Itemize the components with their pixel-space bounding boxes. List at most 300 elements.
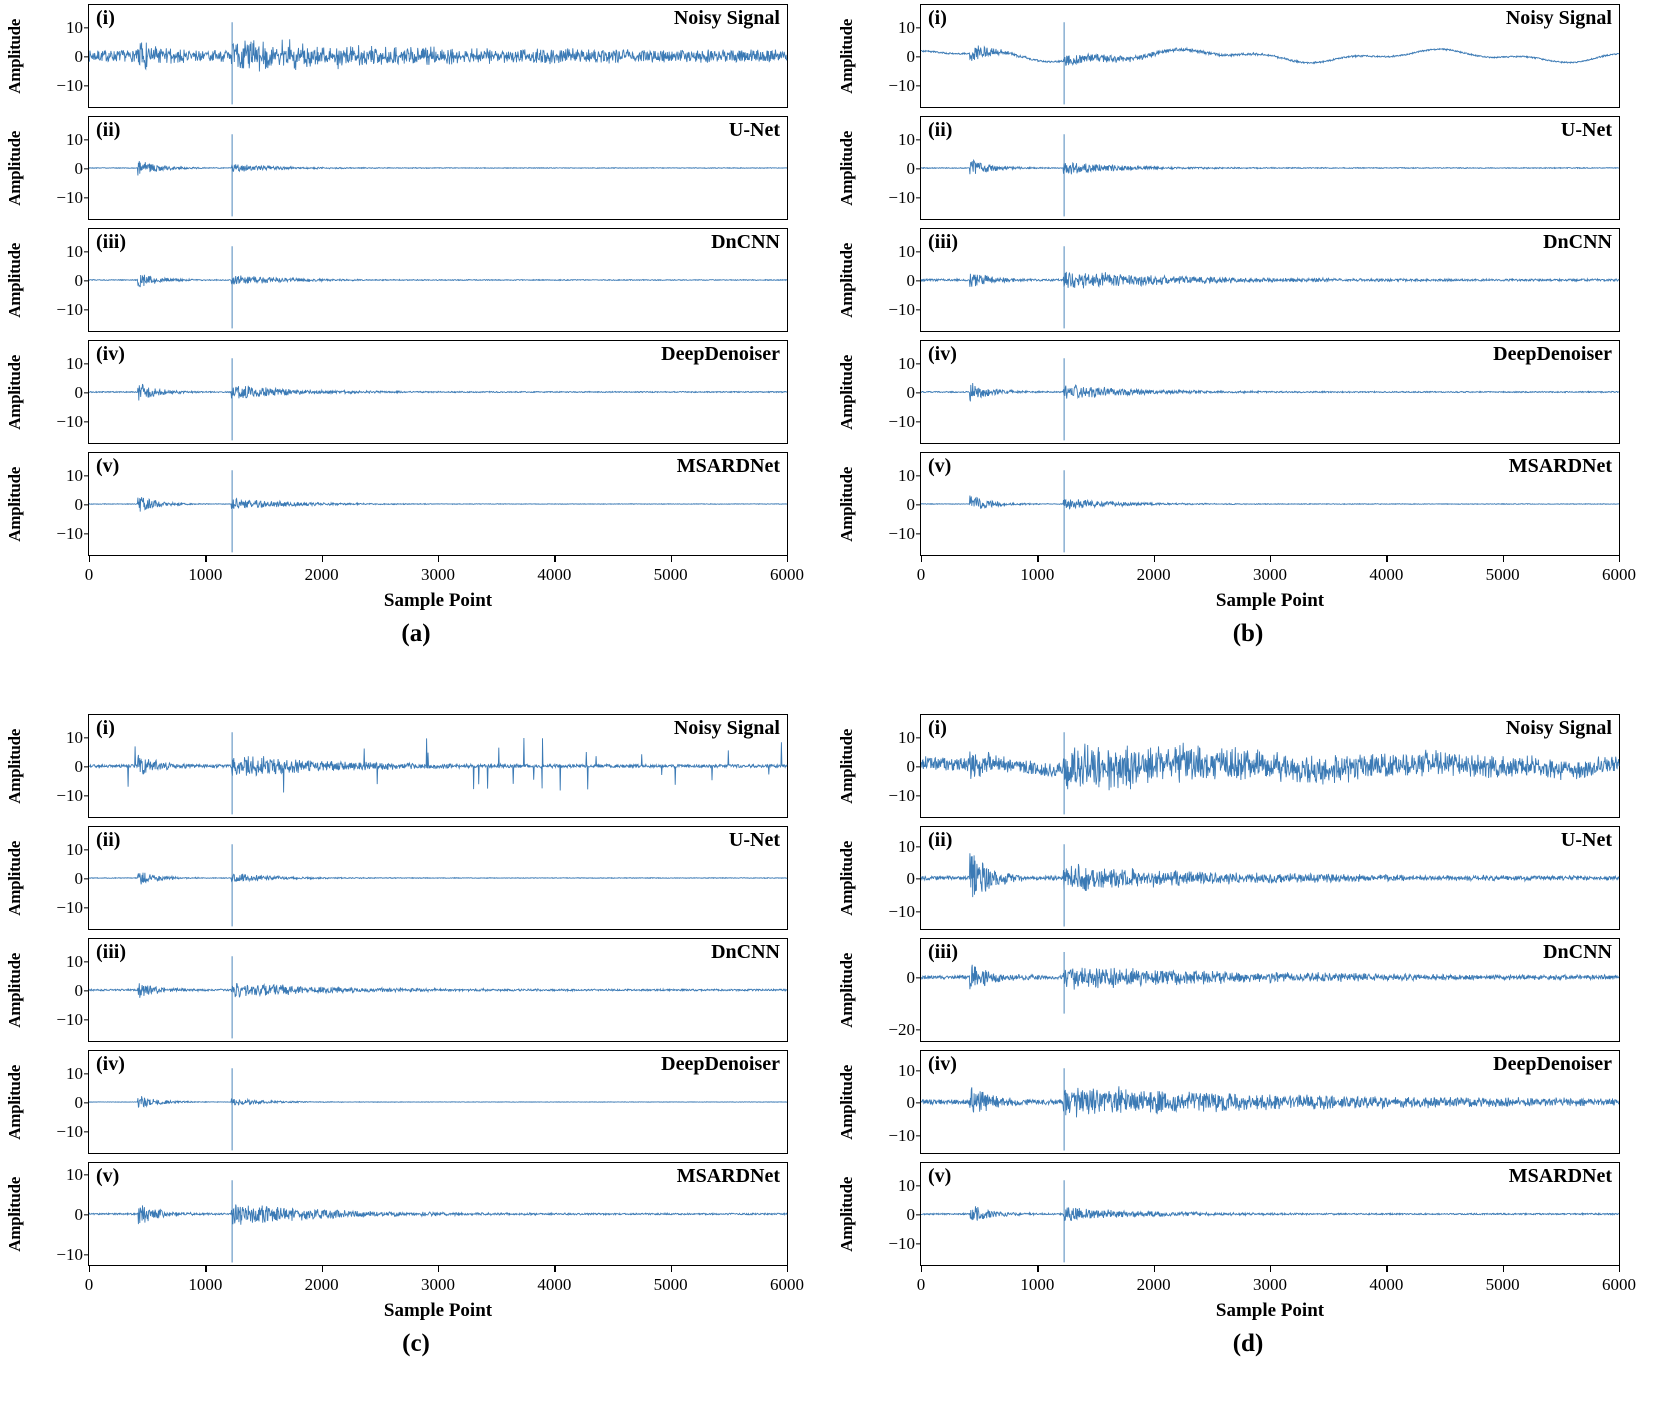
x-tick-mark	[1154, 556, 1155, 562]
y-tick-label: 10	[898, 242, 915, 262]
y-tick-label: 10	[898, 130, 915, 150]
subplot-method-label: Noisy Signal	[673, 7, 780, 29]
y-tick-mark	[916, 85, 921, 86]
subplot-dncnn	[56, 228, 788, 332]
y-tick-label: 10	[898, 728, 915, 748]
y-axis-label-text: Amplitude	[837, 1176, 856, 1252]
subplot-stack	[888, 4, 1620, 556]
x-tick-label: 6000	[770, 1275, 804, 1294]
y-tick-mark	[84, 1073, 89, 1074]
panel-caption: (b)	[1232, 620, 1264, 647]
x-tick-label: 5000	[1485, 1275, 1520, 1294]
y-tick-label: 0	[74, 981, 83, 1000]
x-tick-mark	[787, 556, 788, 562]
x-axis-label: Sample Point	[383, 1300, 493, 1321]
y-tick-mark	[84, 961, 89, 962]
y-tick-label: 0	[906, 757, 915, 776]
x-tick-mark	[1386, 1266, 1387, 1272]
y-tick-label: 10	[898, 1060, 915, 1080]
y-tick-mark	[84, 392, 89, 393]
y-tick-label: 10	[66, 18, 83, 38]
y-tick-label: −10	[56, 1009, 83, 1029]
y-tick-mark	[84, 1019, 89, 1020]
y-tick-label: 0	[906, 495, 915, 514]
subplot-index-label: (i)	[928, 717, 947, 739]
y-axis-label-text: Amplitude	[837, 1064, 856, 1140]
y-tick-mark	[84, 766, 89, 767]
y-axis-label	[0, 0, 30, 112]
y-tick-mark	[916, 737, 921, 738]
y-tick-mark	[84, 504, 89, 505]
chart-panel-c	[0, 710, 832, 1419]
y-tick-label: 0	[74, 1205, 83, 1224]
y-tick-mark	[916, 878, 921, 879]
subplot-method-label: DnCNN	[1543, 941, 1612, 963]
waveform-plot	[921, 117, 1619, 219]
subplot-u-net	[56, 826, 788, 930]
y-tick-label: −10	[56, 1245, 83, 1264]
subplot-index-label: (iii)	[928, 231, 958, 253]
x-tick-mark	[1270, 556, 1271, 562]
subplot-noisy-signal	[888, 4, 1620, 108]
y-tick-label: 10	[66, 1064, 83, 1084]
y-axis-label-text: Amplitude	[5, 354, 24, 430]
x-tick-mark	[322, 1266, 323, 1272]
y-axis-label	[832, 336, 862, 448]
y-tick-label: 0	[906, 1205, 915, 1224]
y-tick-mark	[916, 197, 921, 198]
y-axis-label	[832, 448, 862, 560]
chart-panel-a	[0, 0, 832, 709]
x-axis-label: Sample Point	[1215, 590, 1325, 611]
subplot-dncnn	[56, 938, 788, 1042]
y-tick-mark	[916, 977, 921, 978]
x-tick-mark	[1619, 1266, 1620, 1272]
subplot-u-net	[56, 116, 788, 220]
x-tick-mark	[1619, 556, 1620, 562]
y-tick-mark	[916, 911, 921, 912]
y-tick-mark	[84, 1102, 89, 1103]
x-tick-label: 4000	[1369, 565, 1404, 584]
y-tick-mark	[84, 1214, 89, 1215]
subplot-index-label: (ii)	[928, 119, 953, 141]
subplot-deepdenoiser	[888, 340, 1620, 444]
y-tick-mark	[916, 168, 921, 169]
y-tick-mark	[916, 533, 921, 534]
y-tick-mark	[916, 766, 921, 767]
subplot-dncnn	[888, 228, 1620, 332]
y-tick-label: −10	[888, 1233, 915, 1253]
y-axis-label	[0, 822, 30, 934]
y-tick-mark	[916, 309, 921, 310]
y-axis-label-text: Amplitude	[837, 242, 856, 318]
y-tick-label: 0	[906, 159, 915, 178]
subplot-u-net	[888, 826, 1620, 930]
y-axis-label-text: Amplitude	[5, 728, 24, 804]
x-tick-mark	[205, 556, 206, 562]
y-tick-label: −10	[888, 785, 915, 805]
panel-caption: (c)	[402, 1330, 430, 1357]
y-tick-mark	[84, 849, 89, 850]
x-tick-label: 1000	[188, 1275, 223, 1294]
subplot-method-label: Noisy Signal	[1505, 7, 1612, 29]
subplot-method-label: DnCNN	[711, 231, 780, 253]
x-axis-label: Sample Point	[383, 590, 493, 611]
y-tick-mark	[916, 475, 921, 476]
y-tick-mark	[916, 1214, 921, 1215]
y-tick-label: −10	[56, 187, 83, 207]
y-tick-mark	[916, 1185, 921, 1186]
y-tick-mark	[84, 27, 89, 28]
y-axis-label-text: Amplitude	[837, 130, 856, 206]
y-axis-label-stack	[0, 0, 30, 560]
y-tick-label: 10	[898, 1176, 915, 1196]
chart-panel-b	[832, 0, 1664, 709]
y-tick-label: 0	[74, 1093, 83, 1112]
subplot-stack	[888, 714, 1620, 1266]
subplot-noisy-signal	[56, 4, 788, 108]
x-tick-mark	[1503, 556, 1504, 562]
y-tick-label: 10	[898, 354, 915, 374]
y-axis-label-text: Amplitude	[5, 130, 24, 206]
y-tick-label: 10	[898, 836, 915, 856]
y-axis-label-text: Amplitude	[5, 1176, 24, 1252]
y-tick-mark	[84, 309, 89, 310]
x-tick-label: 6000	[770, 565, 804, 584]
x-tick-mark	[89, 556, 90, 562]
x-tick-mark	[438, 1266, 439, 1272]
y-tick-label: 0	[906, 47, 915, 66]
subplot-method-label: DnCNN	[711, 941, 780, 963]
panel-caption: (d)	[1232, 1330, 1264, 1357]
subplot-index-label: (iv)	[96, 343, 125, 365]
subplot-index-label: (i)	[928, 7, 947, 29]
y-axis-label-text: Amplitude	[5, 1064, 24, 1140]
y-tick-mark	[84, 475, 89, 476]
y-tick-mark	[916, 846, 921, 847]
x-tick-mark	[322, 556, 323, 562]
subplot-index-label: (iii)	[96, 231, 126, 253]
subplot-method-label: U-Net	[728, 119, 780, 141]
y-axis-label-text: Amplitude	[5, 952, 24, 1028]
x-tick-mark	[921, 556, 922, 562]
subplot-method-label: U-Net	[728, 829, 780, 851]
y-tick-label: −10	[888, 75, 915, 95]
subplot-method-label: MSARDNet	[1508, 455, 1612, 477]
y-tick-mark	[84, 251, 89, 252]
y-tick-mark	[84, 197, 89, 198]
x-tick-label: 3000	[421, 565, 455, 584]
x-tick-label: 0	[916, 565, 926, 584]
y-tick-label: 10	[66, 952, 83, 972]
x-tick-label: 1000	[1020, 1275, 1055, 1294]
y-tick-mark	[916, 280, 921, 281]
subplot-deepdenoiser	[56, 340, 788, 444]
y-tick-label: −10	[56, 75, 83, 95]
y-axis-label	[0, 710, 30, 822]
x-tick-label: 1000	[188, 565, 223, 584]
y-tick-label: −10	[56, 897, 83, 917]
subplot-deepdenoiser	[888, 1050, 1620, 1154]
x-tick-mark	[921, 1266, 922, 1272]
y-tick-mark	[916, 1102, 921, 1103]
x-tick-mark	[1154, 1266, 1155, 1272]
x-tick-mark	[554, 556, 555, 562]
y-tick-label: 0	[74, 869, 83, 888]
x-tick-mark	[205, 1266, 206, 1272]
y-tick-mark	[84, 1254, 89, 1255]
x-tick-mark	[1503, 1266, 1504, 1272]
x-tick-label: 3000	[1253, 1275, 1287, 1294]
y-tick-label: −10	[56, 1121, 83, 1141]
subplot-method-label: DeepDenoiser	[1493, 343, 1612, 365]
y-tick-mark	[84, 56, 89, 57]
y-tick-mark	[916, 392, 921, 393]
x-tick-mark	[671, 556, 672, 562]
y-tick-label: 0	[74, 495, 83, 514]
y-axis-label	[0, 112, 30, 224]
subplot-method-label: U-Net	[1560, 119, 1612, 141]
x-tick-label: 2000	[304, 1275, 339, 1294]
y-tick-mark	[84, 737, 89, 738]
y-axis-label	[832, 1158, 862, 1270]
y-tick-label: 0	[74, 383, 83, 402]
x-tick-mark	[438, 556, 439, 562]
chart-panel-d	[832, 710, 1664, 1419]
subplot-method-label: DeepDenoiser	[661, 1053, 780, 1075]
subplot-msardnet	[56, 1162, 788, 1266]
x-tick-mark	[1037, 556, 1038, 562]
y-tick-label: −10	[888, 1125, 915, 1145]
y-tick-mark	[84, 421, 89, 422]
y-tick-label: −10	[56, 411, 83, 431]
y-tick-label: −10	[888, 523, 915, 543]
y-tick-label: −10	[56, 523, 83, 543]
y-axis-label	[0, 336, 30, 448]
y-tick-label: 10	[66, 840, 83, 860]
subplot-index-label: (i)	[96, 7, 115, 29]
y-tick-label: 10	[898, 466, 915, 486]
y-tick-mark	[84, 363, 89, 364]
x-tick-label: 3000	[1253, 565, 1287, 584]
y-tick-label: 0	[906, 271, 915, 290]
y-axis-label-text: Amplitude	[837, 952, 856, 1028]
subplot-noisy-signal	[56, 714, 788, 818]
x-tick-label: 4000	[1369, 1275, 1404, 1294]
y-tick-label: 0	[906, 968, 915, 987]
subplot-index-label: (v)	[96, 1165, 120, 1187]
subplot-dncnn	[888, 938, 1620, 1042]
y-tick-mark	[84, 280, 89, 281]
y-tick-label: −10	[888, 187, 915, 207]
y-axis-label	[0, 1046, 30, 1158]
y-tick-mark	[916, 421, 921, 422]
y-tick-mark	[84, 533, 89, 534]
y-tick-mark	[84, 1174, 89, 1175]
y-tick-mark	[916, 1135, 921, 1136]
subplot-index-label: (v)	[928, 455, 952, 477]
y-tick-mark	[916, 251, 921, 252]
x-tick-label: 5000	[1485, 565, 1520, 584]
y-tick-label: 10	[66, 1165, 83, 1184]
waveform-plot	[89, 827, 787, 929]
x-tick-mark	[671, 1266, 672, 1272]
y-tick-label: 0	[906, 1093, 915, 1112]
y-tick-label: 0	[906, 869, 915, 888]
y-axis-label-stack	[832, 710, 862, 1270]
y-tick-mark	[84, 168, 89, 169]
y-axis-label-text: Amplitude	[5, 242, 24, 318]
y-tick-label: 0	[74, 271, 83, 290]
subplot-method-label: Noisy Signal	[673, 717, 780, 739]
subplot-index-label: (iv)	[96, 1053, 125, 1075]
y-tick-mark	[916, 27, 921, 28]
y-tick-mark	[916, 1070, 921, 1071]
x-tick-label: 6000	[1602, 1275, 1636, 1294]
y-axis-label-text: Amplitude	[837, 840, 856, 916]
subplot-stack	[56, 4, 788, 556]
x-tick-mark	[1386, 556, 1387, 562]
y-axis-label-text: Amplitude	[837, 728, 856, 804]
subplot-index-label: (v)	[928, 1165, 952, 1187]
x-tick-mark	[554, 1266, 555, 1272]
y-axis-label-text: Amplitude	[5, 18, 24, 94]
subplot-msardnet	[888, 1162, 1620, 1266]
y-tick-mark	[84, 878, 89, 879]
y-tick-label: 10	[66, 242, 83, 262]
subplot-stack	[56, 714, 788, 1266]
y-tick-mark	[84, 990, 89, 991]
y-tick-label: 10	[66, 354, 83, 374]
subplot-method-label: MSARDNet	[1508, 1165, 1612, 1187]
y-tick-mark	[916, 1243, 921, 1244]
waveform-plot	[89, 939, 787, 1041]
y-tick-mark	[916, 363, 921, 364]
x-tick-label: 5000	[653, 565, 688, 584]
y-tick-label: 0	[74, 757, 83, 776]
x-tick-label: 0	[84, 1275, 94, 1294]
x-tick-mark	[1270, 1266, 1271, 1272]
waveform-plot	[89, 117, 787, 219]
y-tick-mark	[916, 139, 921, 140]
subplot-method-label: MSARDNet	[676, 1165, 780, 1187]
y-tick-label: −20	[888, 1020, 915, 1039]
y-tick-mark	[916, 56, 921, 57]
y-axis-label-text: Amplitude	[837, 18, 856, 94]
subplot-u-net	[888, 116, 1620, 220]
subplot-noisy-signal	[888, 714, 1620, 818]
y-tick-label: 0	[906, 383, 915, 402]
y-axis-label	[832, 710, 862, 822]
y-axis-label	[0, 1158, 30, 1270]
waveform-plot	[921, 229, 1619, 331]
y-tick-label: 10	[66, 466, 83, 486]
subplot-index-label: (iii)	[928, 941, 958, 963]
subplot-msardnet	[888, 452, 1620, 556]
y-tick-mark	[84, 139, 89, 140]
subplot-index-label: (iv)	[928, 343, 957, 365]
y-tick-label: −10	[888, 901, 915, 921]
x-tick-mark	[89, 1266, 90, 1272]
subplot-index-label: (iv)	[928, 1053, 957, 1075]
y-tick-mark	[84, 907, 89, 908]
y-tick-label: 10	[66, 728, 83, 748]
y-tick-label: −10	[56, 299, 83, 319]
y-tick-mark	[84, 795, 89, 796]
subplot-index-label: (ii)	[96, 829, 121, 851]
waveform-plot	[921, 827, 1619, 929]
waveform-plot	[921, 939, 1619, 1041]
y-tick-mark	[916, 1029, 921, 1030]
panel-caption: (a)	[401, 620, 431, 647]
y-axis-label	[832, 112, 862, 224]
x-tick-mark	[1037, 1266, 1038, 1272]
subplot-index-label: (i)	[96, 717, 115, 739]
y-axis-label	[832, 934, 862, 1046]
y-axis-label	[0, 448, 30, 560]
subplot-method-label: DeepDenoiser	[661, 343, 780, 365]
y-tick-label: 10	[898, 18, 915, 38]
y-tick-label: 0	[74, 159, 83, 178]
x-tick-label: 6000	[1602, 565, 1636, 584]
y-tick-label: 10	[66, 130, 83, 150]
x-tick-mark	[787, 1266, 788, 1272]
y-tick-mark	[916, 504, 921, 505]
y-axis-label-text: Amplitude	[837, 466, 856, 542]
y-tick-label: −10	[888, 411, 915, 431]
y-axis-label	[832, 224, 862, 336]
x-tick-label: 4000	[537, 565, 572, 584]
subplot-msardnet	[56, 452, 788, 556]
y-axis-label	[832, 0, 862, 112]
x-tick-label: 2000	[1136, 1275, 1171, 1294]
subplot-method-label: DnCNN	[1543, 231, 1612, 253]
y-tick-label: −10	[888, 299, 915, 319]
y-axis-label-stack	[0, 710, 30, 1270]
x-tick-label: 4000	[537, 1275, 572, 1294]
x-tick-label: 3000	[421, 1275, 455, 1294]
subplot-method-label: Noisy Signal	[1505, 717, 1612, 739]
y-axis-label-stack	[832, 0, 862, 560]
y-axis-label	[832, 1046, 862, 1158]
subplot-index-label: (v)	[96, 455, 120, 477]
y-axis-label	[832, 822, 862, 934]
subplot-index-label: (iii)	[96, 941, 126, 963]
x-tick-label: 0	[916, 1275, 926, 1294]
waveform-plot	[89, 229, 787, 331]
y-tick-mark	[916, 795, 921, 796]
subplot-method-label: MSARDNet	[676, 455, 780, 477]
x-tick-label: 0	[84, 565, 94, 584]
x-tick-label: 5000	[653, 1275, 688, 1294]
subplot-method-label: U-Net	[1560, 829, 1612, 851]
x-tick-label: 2000	[1136, 565, 1171, 584]
x-tick-label: 2000	[304, 565, 339, 584]
y-axis-label	[0, 934, 30, 1046]
subplot-index-label: (ii)	[928, 829, 953, 851]
subplot-method-label: DeepDenoiser	[1493, 1053, 1612, 1075]
y-axis-label-text: Amplitude	[5, 840, 24, 916]
y-tick-mark	[84, 1131, 89, 1132]
x-axis-label: Sample Point	[1215, 1300, 1325, 1321]
y-axis-label	[0, 224, 30, 336]
x-tick-label: 1000	[1020, 565, 1055, 584]
subplot-index-label: (ii)	[96, 119, 121, 141]
y-tick-label: −10	[56, 785, 83, 805]
y-tick-mark	[84, 85, 89, 86]
subplot-deepdenoiser	[56, 1050, 788, 1154]
y-axis-label-text: Amplitude	[837, 354, 856, 430]
